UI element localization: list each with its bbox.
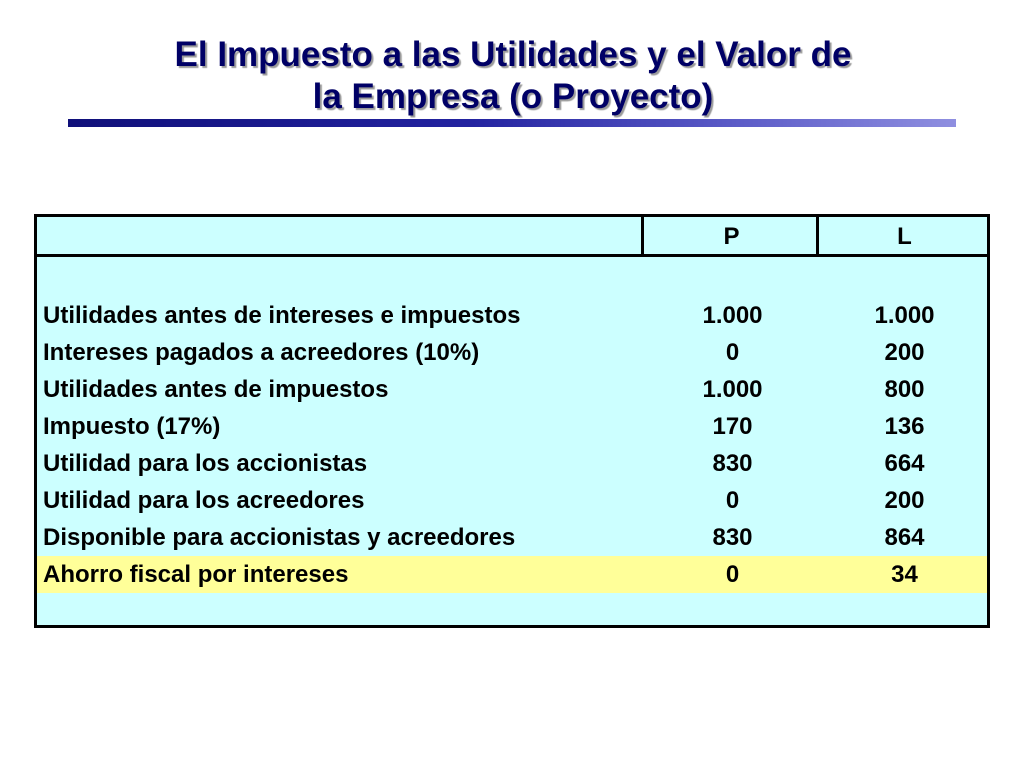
row-label: Disponible para accionistas y acreedores	[43, 524, 516, 551]
table-header-row	[37, 217, 987, 257]
row-value-p: 1.000	[702, 302, 763, 329]
row-value-p: 830	[712, 450, 753, 477]
row-value-l: 864	[884, 524, 925, 551]
row-value-p: 170	[712, 413, 753, 440]
table-row-highlighted	[37, 556, 987, 593]
table-row	[37, 334, 987, 371]
table-row	[37, 445, 987, 482]
row-value-l: 136	[884, 413, 925, 440]
slide-title	[70, 34, 956, 118]
income-comparison-table	[34, 214, 990, 628]
row-label: Utilidades antes de intereses e impuestos	[43, 302, 521, 329]
row-label: Intereses pagados a acreedores (10%)	[43, 339, 480, 366]
row-value-p: 0	[725, 561, 740, 588]
row-value-p: 830	[712, 524, 753, 551]
header-column-l: L	[816, 217, 990, 254]
slide-title-line-1: El Impuesto a las Utilidades y el Valor de	[174, 35, 852, 74]
table-body	[37, 297, 987, 593]
table-row	[37, 408, 987, 445]
row-label: Utilidades antes de impuestos	[43, 376, 389, 403]
row-label: Utilidad para los acreedores	[43, 487, 365, 514]
table-row	[37, 297, 987, 334]
row-label: Ahorro fiscal por intereses	[43, 561, 349, 588]
row-value-l: 34	[891, 561, 918, 588]
row-value-l: 200	[884, 339, 925, 366]
row-label: Impuesto (17%)	[43, 413, 221, 440]
row-value-l: 800	[884, 376, 925, 403]
row-value-p: 1.000	[702, 376, 763, 403]
slide-title-line-2: la Empresa (o Proyecto)	[312, 77, 714, 116]
table-row	[37, 519, 987, 556]
row-value-l: 200	[884, 487, 925, 514]
header-column-p: P	[641, 217, 819, 254]
row-value-l: 664	[884, 450, 925, 477]
row-value-p: 0	[725, 339, 740, 366]
table-row	[37, 371, 987, 408]
title-underline	[68, 119, 956, 127]
header-label-cell	[37, 217, 641, 254]
row-value-l: 1.000	[874, 302, 935, 329]
row-value-p: 0	[725, 487, 740, 514]
table-row	[37, 482, 987, 519]
row-label: Utilidad para los accionistas	[43, 450, 368, 477]
